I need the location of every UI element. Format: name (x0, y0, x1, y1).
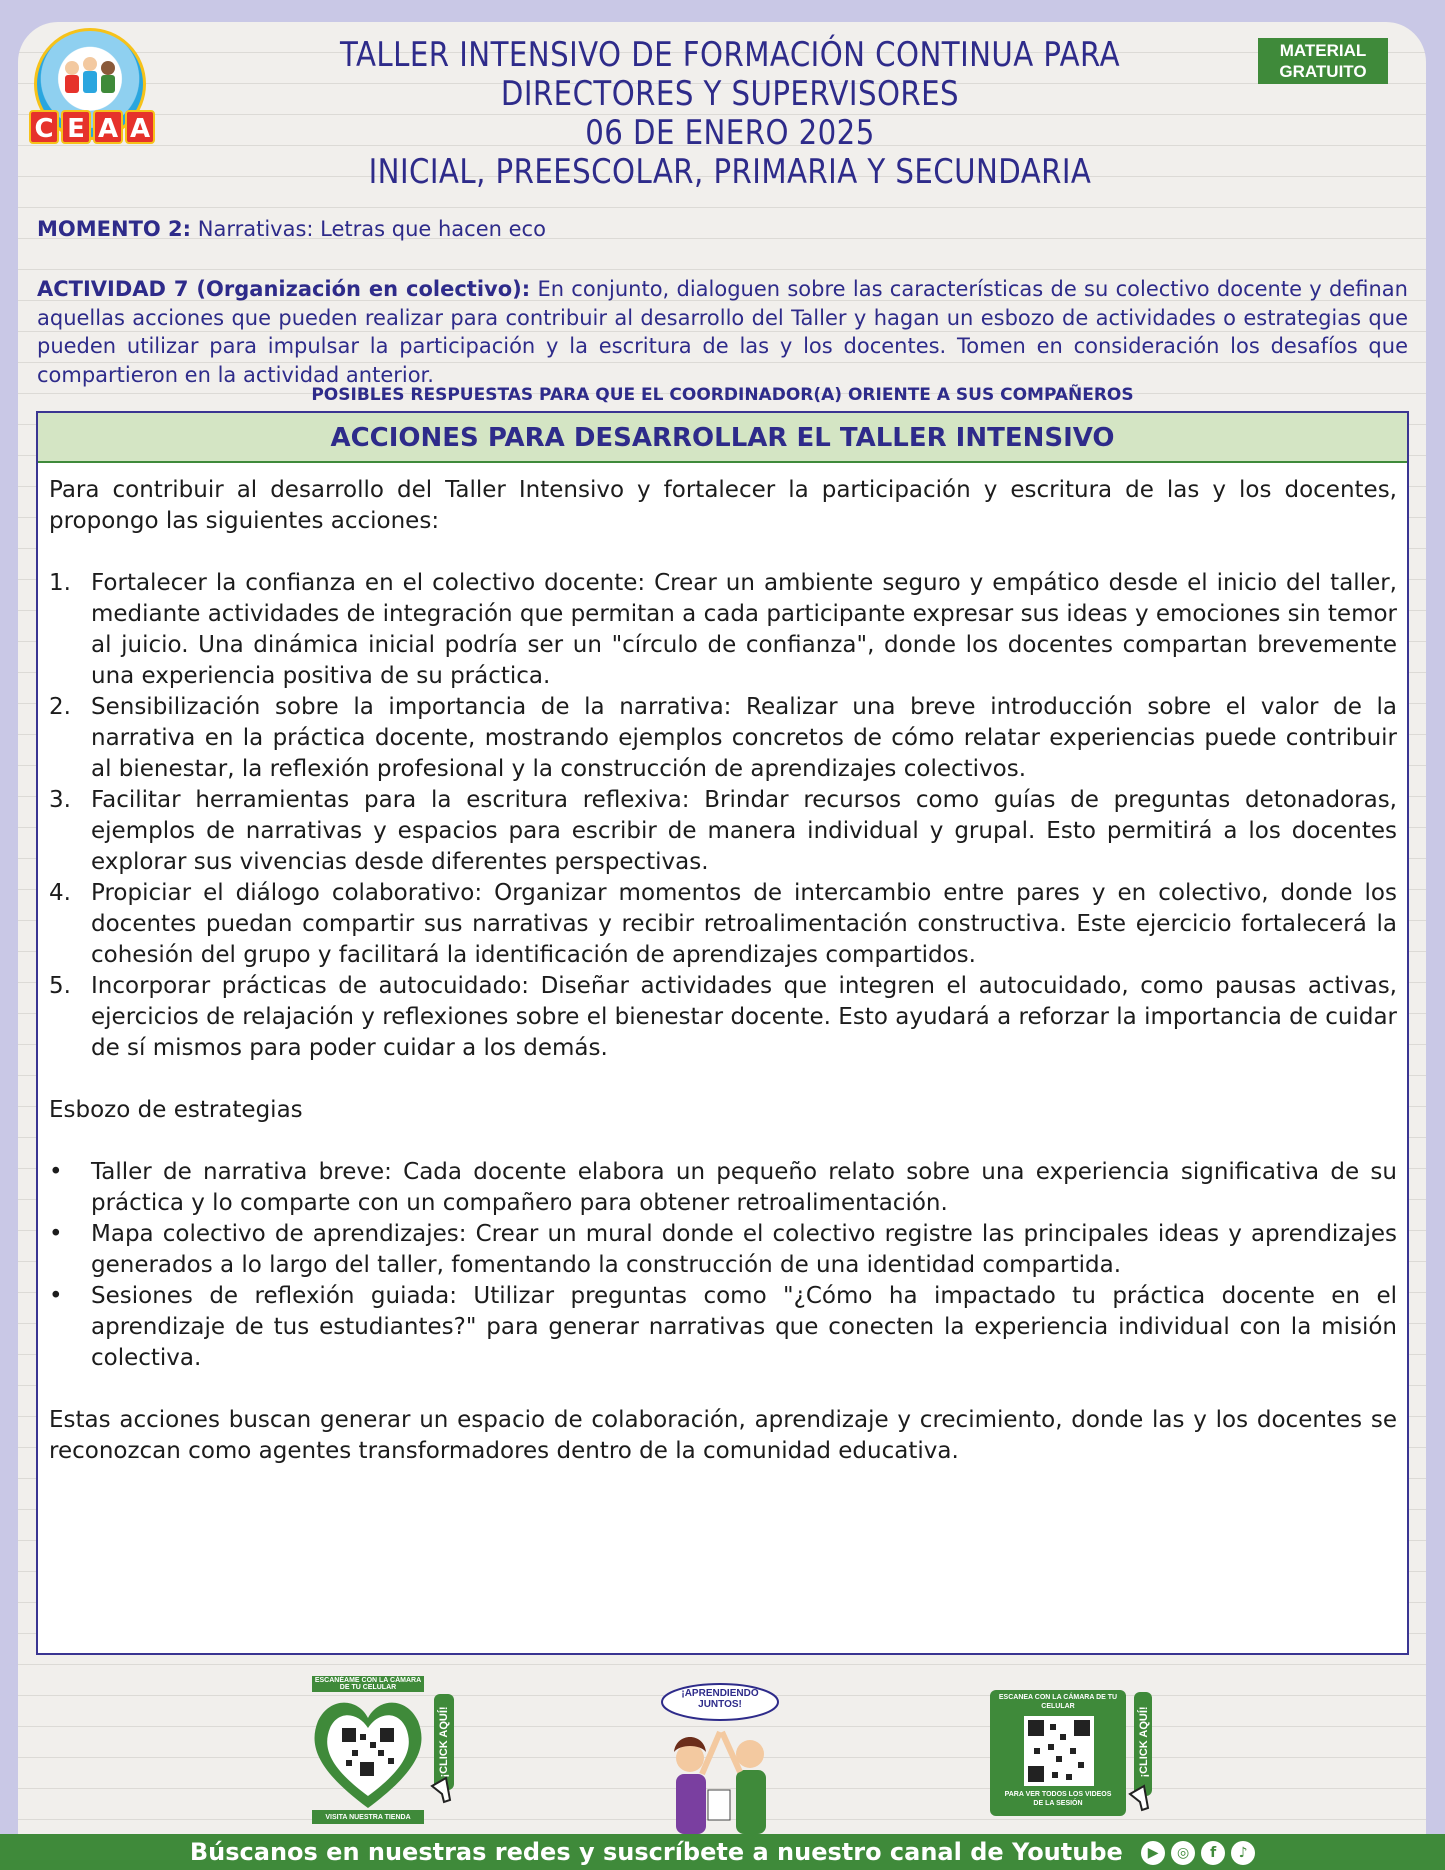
qr-right-bottom-label: PARA VER TODOS LOS VIDEOS DE LA SESIÓN (1004, 1791, 1112, 1807)
bullet-item (49, 1281, 1397, 1374)
list-number: 3. (49, 787, 71, 813)
qr-left-bottom-label: VISITA NUESTRA TIENDA (325, 1814, 411, 1821)
moment-label: MOMENTO 2: (37, 217, 192, 241)
qr-right-top-label: ESCANEA CON LA CÁMARA DE TU CELULAR (998, 1694, 1118, 1710)
list-number: 4. (49, 880, 71, 906)
strategies-title: Esbozo de estrategias (49, 1097, 303, 1123)
activity-text: En conjunto, dialoguen sobre las características de su colectivo docente y definan aquellas acciones que pueden realizar para contribuir al desarrollo del Taller y hagan un esbozo de actividades o estrategias que pueden utilizar para impulsar la participación y la escritura de las y los docentes. Tomen en consideración los desafíos que compartieron en la actividad anterior. (37, 277, 1408, 387)
list-item (49, 692, 1397, 785)
free-material-badge (1258, 38, 1388, 84)
closing-paragraph: Estas acciones buscan generar un espacio de colaboración, aprendizaje y crecimiento, donde las y los docentes se reconozcan como agentes transformadores dentro de la comunidad educativa. (49, 1407, 1397, 1464)
title-line-2: 06 DE ENERO 2025 (585, 113, 875, 153)
page-title (248, 36, 1211, 192)
kids-illustration-icon (58, 54, 122, 106)
qr-left-click-label: ¡CLICK AQUÍ! (438, 1706, 450, 1778)
list-item (49, 878, 1397, 971)
logo-lettering (28, 110, 156, 146)
moment-heading (37, 217, 1407, 241)
list-number: 2. (49, 694, 71, 720)
logo-letter: A (93, 110, 123, 144)
list-text: Fortalecer la confianza en el colectivo docente: Crear un ambiente seguro y empático desde el inicio del taller, mediante actividades de integración que permitan a cada participante expresar sus ideas y emociones sin temor al juicio. Una dinámica inicial podría ser un "círculo de confianza", donde los docentes compartan brevemente una experiencia positiva de su práctica. (91, 570, 1397, 689)
bullet-icon: • (49, 1159, 63, 1185)
logo-letter: E (61, 110, 91, 144)
list-item (49, 785, 1397, 878)
activity-instructions (37, 275, 1408, 389)
list-text: Sensibilización sobre la importancia de la narrativa: Realizar una breve introducción sobre el valor de la narrativa en la práctica docente, mostrando ejemplos concretos de cómo relatar experiencias puede contribuir al bienestar, la reflexión profesional y la construcción de aprendizajes colectivos. (91, 694, 1397, 782)
answer-box-body (38, 463, 1407, 1467)
list-item (49, 971, 1397, 1064)
store-qr-link[interactable] (308, 1676, 458, 1826)
list-item (49, 568, 1397, 692)
answer-box-title: ACCIONES PARA DESARROLLAR EL TALLER INTENSIVO (38, 413, 1407, 463)
bullet-icon: • (49, 1283, 63, 1309)
bullet-icon: • (49, 1221, 63, 1247)
youtube-icon[interactable]: ▶ (1141, 1841, 1165, 1865)
social-icons (1141, 1841, 1255, 1865)
speech-bubble: ¡APRENDIENDO JUNTOS! (681, 1688, 759, 1710)
facebook-icon[interactable]: f (1201, 1841, 1225, 1865)
qr-left-top-label: ESCANÉAME CON LA CÁMARA DE TU CELULAR (314, 1677, 422, 1691)
teachers-illustration (650, 1682, 790, 1838)
footer-text: Búscanos en nuestras redes y suscríbete a nuestro canal de Youtube (189, 1838, 1123, 1866)
qr-right-click-label: ¡CLICK AQUÍ! (1138, 1706, 1150, 1778)
logo-letter: C (29, 110, 59, 144)
list-number: 1. (49, 570, 71, 596)
badge-line-2: GRATUITO (1279, 62, 1367, 81)
bullet-item (49, 1157, 1397, 1219)
logo-letter: A (125, 110, 155, 144)
social-footer-bar (0, 1834, 1445, 1870)
coordinator-note: POSIBLES RESPUESTAS PARA QUE EL COORDINADOR(A) ORIENTE A SUS COMPAÑEROS (311, 385, 1134, 405)
ceaa-logo (28, 28, 156, 146)
bullet-item (49, 1219, 1397, 1281)
answer-box (36, 411, 1409, 1655)
intro-paragraph: Para contribuir al desarrollo del Taller Intensivo y fortalecer la participación y escritura de las y los docentes, propongo las siguientes acciones: (49, 477, 1397, 534)
list-text: Incorporar prácticas de autocuidado: Diseñar actividades que integren el autocuidado, como pausas activas, ejercicios de relajación y reflexiones sobre el bienestar docente. Esto ayudará a reforzar la importancia de cuidar de sí mismos para poder cuidar a los demás. (91, 973, 1397, 1061)
title-line-3: INICIAL, PREESCOLAR, PRIMARIA Y SECUNDARIA (368, 152, 1092, 192)
tiktok-icon[interactable]: ♪ (1231, 1841, 1255, 1865)
badge-line-1: MATERIAL (1279, 41, 1367, 60)
instagram-icon[interactable]: ◎ (1171, 1841, 1195, 1865)
title-line-1: TALLER INTENSIVO DE FORMACIÓN CONTINUA PARA DIRECTORES Y SUPERVISORES (339, 35, 1121, 114)
activity-label: ACTIVIDAD 7 (Organización en colectivo): (37, 277, 531, 301)
moment-text: Narrativas: Letras que hacen eco (191, 217, 546, 241)
list-number: 5. (49, 973, 71, 999)
bullet-text: Mapa colectivo de aprendizajes: Crear un mural donde el colectivo registre las principales ideas y aprendizajes generados a lo largo del taller, fomentando la construcción de una identidad compartida. (91, 1221, 1397, 1278)
list-text: Facilitar herramientas para la escritura reflexiva: Brindar recursos como guías de preguntas detonadoras, ejemplos de narrativas y espacios para escribir de manera individual y grupal. Esto permitirá a los docentes explorar sus vivencias desde diferentes perspectivas. (91, 787, 1397, 875)
list-text: Propiciar el diálogo colaborativo: Organizar momentos de intercambio entre pares y en colectivo, donde los docentes puedan compartir sus narrativas y recibir retroalimentación constructiva. Este ejercicio fortalecerá la cohesión del grupo y facilitará la identificación de aprendizajes compartidos. (91, 880, 1397, 968)
bullet-text: Sesiones de reflexión guiada: Utilizar preguntas como "¿Cómo ha impactado tu práctica docente en el aprendizaje de tus estudiantes?" para generar narrativas que conecten la experiencia individual con la misión colectiva. (91, 1283, 1397, 1371)
heart-qr-icon (308, 1676, 458, 1826)
videos-qr-link[interactable] (990, 1690, 1160, 1820)
bullet-text: Taller de narrativa breve: Cada docente elabora un pequeño relato sobre una experiencia significativa de su práctica y lo comparte con un compañero para obtener retroalimentación. (91, 1159, 1397, 1216)
